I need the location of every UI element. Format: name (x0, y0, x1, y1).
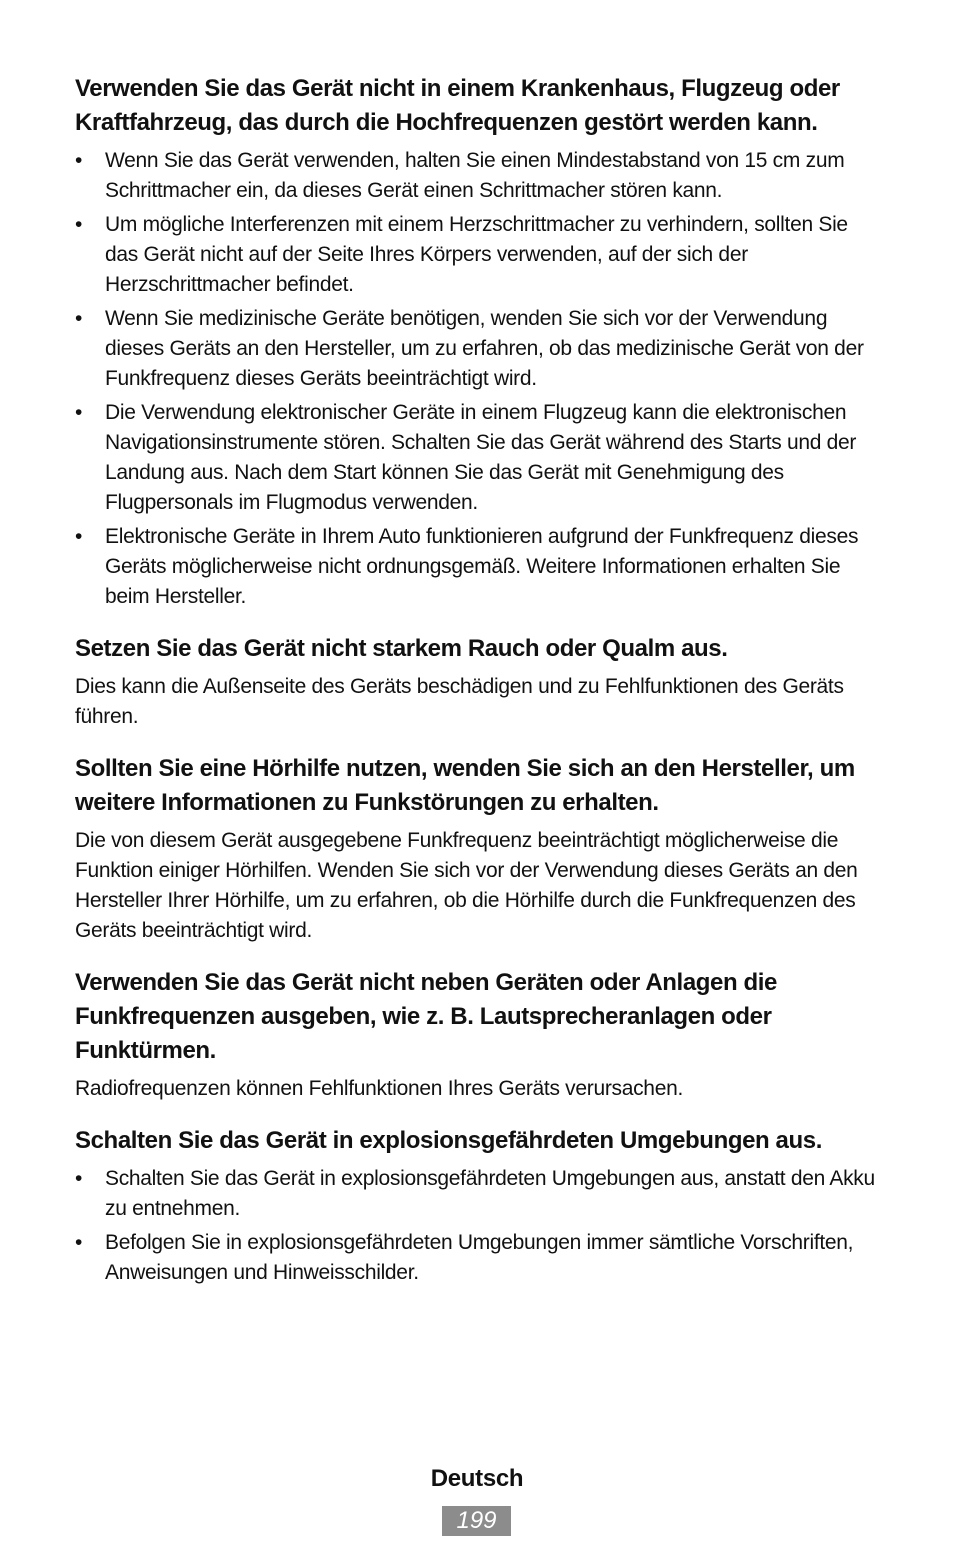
section-hearing-aid (75, 752, 880, 946)
section-paragraph: Radiofrequenzen können Fehlfunktionen Ihres Geräts verursachen. (75, 1077, 683, 1100)
bullet-list (75, 146, 880, 612)
list-item (75, 398, 880, 518)
list-item (75, 146, 880, 206)
bullet-icon: • (75, 401, 83, 424)
section-heading: Schalten Sie das Gerät in explosionsgefährdeten Umgebungen aus. (75, 1127, 822, 1154)
list-item-text: Befolgen Sie in explosionsgefährdeten Umgebungen immer sämtliche Vorschriften, Anweisungen und Hinweisschilder. (105, 1231, 854, 1284)
list-item-text: Um mögliche Interferenzen mit einem Herzschrittmacher zu verhindern, sollten Sie das Gerät nicht auf der Seite Ihres Körpers verwenden, auf der sich der Herzschrittmacher befindet. (105, 213, 848, 296)
section-heading: Verwenden Sie das Gerät nicht neben Geräten oder Anlagen die Funkfrequenzen ausgeben, wie z. B. Lautsprecheranlagen oder Funktürmen. (75, 969, 777, 1064)
section-heading: Verwenden Sie das Gerät nicht in einem Krankenhaus, Flugzeug oder Kraftfahrzeug, das durch die Hochfrequenzen gestört werden kann. (75, 75, 840, 136)
section-radio-equipment (75, 966, 880, 1104)
section-heading: Sollten Sie eine Hörhilfe nutzen, wenden Sie sich an den Hersteller, um weitere Informationen zu Funkstörungen zu erhalten. (75, 755, 855, 816)
document-body (75, 72, 880, 1308)
bullet-icon: • (75, 149, 83, 172)
list-item (75, 1164, 880, 1224)
bullet-list (75, 1164, 880, 1288)
section-paragraph: Dies kann die Außenseite des Geräts beschädigen und zu Fehlfunktionen des Geräts führen. (75, 675, 844, 728)
list-item-text: Wenn Sie das Gerät verwenden, halten Sie einen Mindestabstand von 15 cm zum Schrittmacher ein, da dieses Gerät einen Schrittmacher stören kann. (105, 149, 845, 202)
bullet-icon: • (75, 213, 83, 236)
section-explosive-environments (75, 1124, 880, 1288)
section-hospital-aircraft-vehicle (75, 72, 880, 612)
bullet-icon: • (75, 1231, 83, 1254)
list-item (75, 522, 880, 612)
list-item-text: Schalten Sie das Gerät in explosionsgefährdeten Umgebungen aus, anstatt den Akku zu entnehmen. (105, 1167, 875, 1220)
section-paragraph: Die von diesem Gerät ausgegebene Funkfrequenz beeinträchtigt möglicherweise die Funktion einiger Hörhilfen. Wenden Sie sich vor der Verwendung dieses Geräts an den Hersteller Ihrer Hörhilfe, um zu erfahren, ob die Hörhilfe durch die Funkfrequenzen des Geräts beeinträchtigt wird. (75, 829, 858, 942)
bullet-icon: • (75, 525, 83, 548)
list-item (75, 210, 880, 300)
list-item (75, 1228, 880, 1288)
list-item-text: Die Verwendung elektronischer Geräte in einem Flugzeug kann die elektronischen Navigationsinstrumente stören. Schalten Sie das Gerät während des Starts und der Landung aus. Nach dem Start können Sie das Gerät mit Genehmigung des Flugpersonals im Flugmodus verwenden. (105, 401, 857, 514)
section-heading: Setzen Sie das Gerät nicht starkem Rauch oder Qualm aus. (75, 635, 728, 662)
list-item (75, 304, 880, 394)
list-item-text: Wenn Sie medizinische Geräte benötigen, wenden Sie sich vor der Verwendung dieses Geräts an den Hersteller, um zu erfahren, ob das medizinische Gerät von der Funkfrequenz dieses Geräts beeinträchtigt wird. (105, 307, 864, 390)
section-smoke (75, 632, 880, 732)
list-item-text: Elektronische Geräte in Ihrem Auto funktionieren aufgrund der Funkfrequenz dieses Geräts möglicherweise nicht ordnungsgemäß. Weitere Informationen erhalten Sie beim Hersteller. (105, 525, 859, 608)
footer-language: Deutsch (430, 1465, 524, 1492)
bullet-icon: • (75, 307, 83, 330)
bullet-icon: • (75, 1167, 83, 1190)
page-number: 199 (442, 1506, 511, 1536)
